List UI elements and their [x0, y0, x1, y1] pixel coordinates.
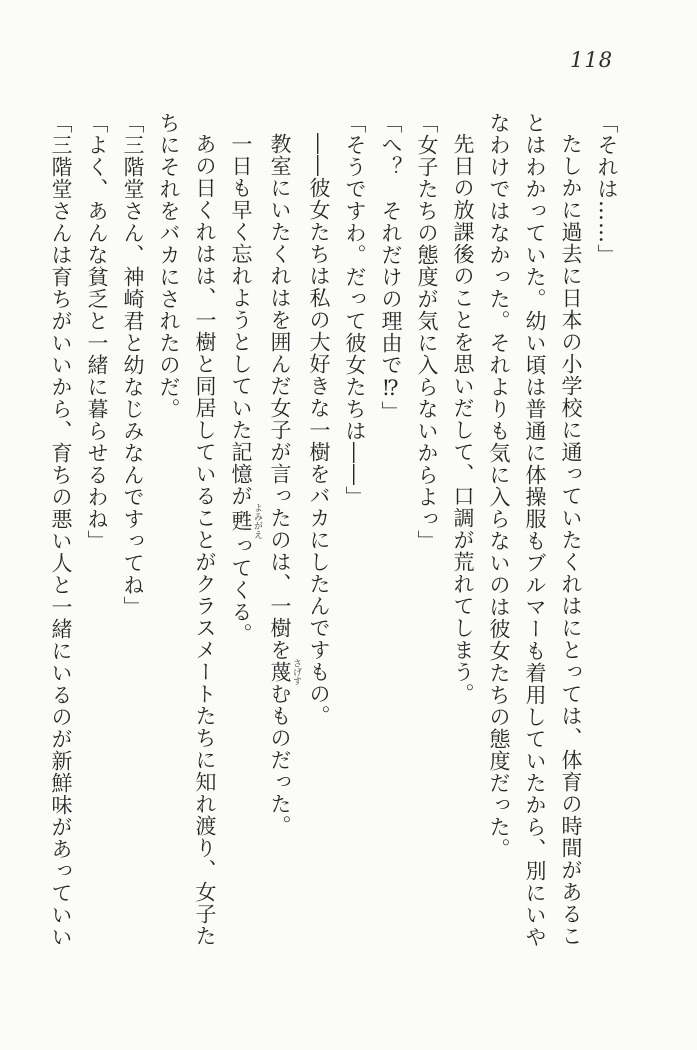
text-block — [43, 112, 625, 964]
text-line: 「女子たちの態度が気に入らないからよっ」 — [415, 112, 439, 552]
text-line: とはわかっていた。幼い頃は普通に体操服もブルマーも着用していたから、別にいや — [523, 112, 547, 948]
text-line: 「三階堂さんは育ちがいいから、育ちの悪い人と一緒にいるのが新鮮味があっていい — [49, 112, 73, 948]
text-line: 「それは……」 — [595, 112, 619, 266]
text-line: たしかに過去に日本の小学校に通っていたくれはにとっては、体育の時間があるこ — [559, 133, 583, 947]
text-line: 「三階堂さん、神崎君と幼なじみなんですってね」 — [121, 112, 145, 618]
text-line: 「そうですわ。だって彼女たちは――」 — [343, 112, 367, 508]
text-line: 「よく、あんな貧乏と一緒に暮らせるわね」 — [85, 112, 109, 552]
text-line: 先日の放課後のことを思いだして、口調が荒れてしまう。 — [451, 133, 475, 705]
furigana: さげす — [291, 658, 301, 686]
text-line: 教室にいたくれはを囲んだ女子が言ったのは、一樹を蔑 さげすむものだった。 — [268, 133, 301, 837]
page-number: 118 — [570, 48, 614, 72]
text-line: ちにそれをバカにされたのだ。 — [157, 112, 181, 420]
text-line: ――彼女たちは私の大好きな一樹をバカにしたんですもの。 — [307, 133, 331, 727]
text-line: なわけではなかった。それよりも気に入らないのは彼女たちの態度だった。 — [487, 112, 511, 860]
ruby-annotated-kanji: 蔑 さげす — [268, 658, 301, 686]
text-line: 一日も早く忘れようとしていた記憶が甦 よみがえってくる。 — [229, 133, 262, 645]
text-line: 「へ？ それだけの理由で⁉」 — [379, 112, 403, 423]
furigana: よみがえ — [252, 503, 262, 539]
ruby-annotated-kanji: 甦 よみがえ — [229, 503, 262, 539]
text-line: あの日くれはは、一樹と同居していることがクラスメートたちに知れ渡り、女子た — [193, 133, 217, 947]
